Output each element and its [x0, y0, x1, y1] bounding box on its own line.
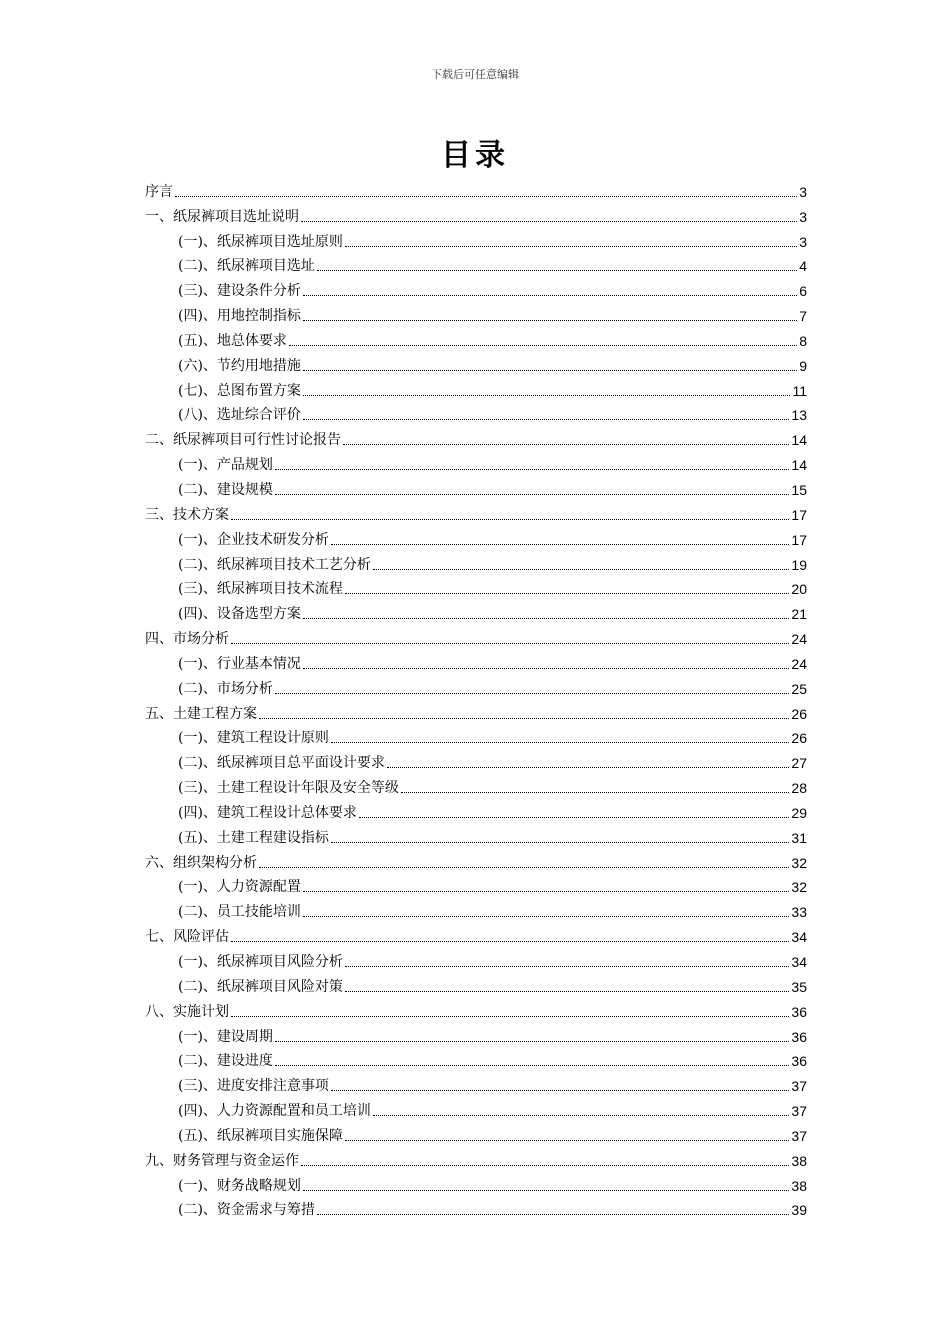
toc-entry-page-number: 34: [791, 929, 807, 946]
toc-entry[interactable]: [145, 698, 807, 723]
toc-entry-page-number: 4: [799, 258, 807, 275]
toc-entry-label: 八、实施计划: [145, 1003, 229, 1020]
toc-entry-page-number: 14: [791, 457, 807, 474]
toc-entry-label: (一)、财务战略规划: [178, 1177, 301, 1194]
dot-leader: [345, 593, 789, 594]
toc-entry-page-number: 32: [791, 879, 807, 896]
dot-leader: [345, 1140, 789, 1141]
toc-entry[interactable]: [145, 996, 807, 1021]
dot-leader: [303, 295, 797, 296]
toc-entry-page-number: 24: [791, 631, 807, 648]
toc-entry-label: 六、组织架构分析: [145, 854, 257, 871]
dot-leader: [289, 345, 797, 346]
toc-entry-label: (三)、进度安排注意事项: [178, 1078, 329, 1095]
toc-entry-label: 三、技术方案: [145, 506, 229, 523]
toc-entry[interactable]: [145, 375, 807, 400]
dot-leader: [275, 693, 789, 694]
toc-entry-label: 序言: [145, 183, 173, 200]
dot-leader: [175, 196, 797, 197]
toc-entry-page-number: 19: [791, 556, 807, 573]
toc-entry-page-number: 20: [791, 581, 807, 598]
toc-entry[interactable]: [145, 1070, 807, 1095]
toc-entry-label: (三)、土建工程设计年限及安全等级: [178, 780, 399, 797]
toc-entry[interactable]: [145, 772, 807, 797]
toc-entry-label: (八)、选址综合评价: [178, 407, 301, 424]
toc-entry[interactable]: [145, 1120, 807, 1145]
toc-entry-label: (七)、总图布置方案: [178, 382, 301, 399]
dot-leader: [301, 1165, 789, 1166]
dot-leader: [301, 221, 797, 222]
toc-entry[interactable]: [145, 1021, 807, 1046]
toc-entry[interactable]: [145, 201, 807, 226]
toc-entry[interactable]: [145, 524, 807, 549]
toc-entry-page-number: 3: [799, 208, 807, 225]
dot-leader: [259, 867, 789, 868]
toc-entry-page-number: 17: [791, 506, 807, 523]
toc-entry-label: (三)、纸尿裤项目技术流程: [178, 581, 343, 598]
toc-entry[interactable]: [145, 971, 807, 996]
toc-entry[interactable]: [145, 499, 807, 524]
toc-entry-label: (五)、土建工程建设指标: [178, 829, 329, 846]
dot-leader: [303, 320, 797, 321]
toc-entry-page-number: 37: [791, 1078, 807, 1095]
toc-entry[interactable]: [145, 847, 807, 872]
toc-entry-page-number: 26: [791, 705, 807, 722]
toc-entry-label: (一)、人力资源配置: [178, 879, 301, 896]
toc-entry-page-number: 36: [791, 1003, 807, 1020]
toc-entry-label: 七、风险评估: [145, 929, 229, 946]
toc-entry-label: (二)、资金需求与筹措: [178, 1202, 315, 1219]
dot-leader: [303, 370, 797, 371]
toc-entry-label: (二)、市场分析: [178, 680, 273, 697]
toc-entry[interactable]: [145, 424, 807, 449]
toc-entry[interactable]: [145, 300, 807, 325]
toc-entry-label: (四)、建筑工程设计总体要求: [178, 804, 357, 821]
dot-leader: [303, 891, 789, 892]
dot-leader: [359, 817, 789, 818]
toc-entry-page-number: 31: [791, 829, 807, 846]
dot-leader: [303, 618, 789, 619]
toc-entry-page-number: 29: [791, 804, 807, 821]
toc-entry[interactable]: [145, 251, 807, 276]
toc-entry-page-number: 25: [791, 680, 807, 697]
toc-entry-page-number: 39: [791, 1202, 807, 1219]
toc-entry[interactable]: [145, 1195, 807, 1220]
dot-leader: [275, 469, 789, 470]
toc-entry-label: (一)、产品规划: [178, 457, 273, 474]
toc-entry[interactable]: [145, 549, 807, 574]
dot-leader: [401, 792, 789, 793]
dot-leader: [373, 569, 789, 570]
toc-entry-page-number: 35: [791, 978, 807, 995]
toc-entry-page-number: 3: [799, 233, 807, 250]
dot-leader: [275, 1065, 789, 1066]
toc-entry-label: (五)、纸尿裤项目实施保障: [178, 1127, 343, 1144]
toc-entry-label: (二)、建设进度: [178, 1053, 273, 1070]
toc-entry-label: 四、市场分析: [145, 631, 229, 648]
dot-leader: [331, 842, 789, 843]
dot-leader: [317, 270, 797, 271]
toc-entry[interactable]: [145, 350, 807, 375]
toc-entry-page-number: 6: [799, 283, 807, 300]
toc-entry[interactable]: [145, 1095, 807, 1120]
toc-entry-label: (一)、行业基本情况: [178, 655, 301, 672]
toc-entry[interactable]: [145, 1170, 807, 1195]
dot-leader: [275, 1041, 789, 1042]
dot-leader: [303, 395, 791, 396]
toc-entry-label: (一)、纸尿裤项目选址原则: [178, 233, 343, 250]
dot-leader: [275, 494, 789, 495]
toc-entry-page-number: 15: [791, 481, 807, 498]
dot-leader: [373, 1115, 789, 1116]
toc-entry[interactable]: [145, 872, 807, 897]
toc-entry[interactable]: [145, 325, 807, 350]
header-note: 下载后可任意编辑: [431, 68, 519, 81]
toc-entry[interactable]: [145, 275, 807, 300]
toc-entry[interactable]: [145, 723, 807, 748]
toc-entry-label: (二)、纸尿裤项目总平面设计要求: [178, 755, 385, 772]
dot-leader: [331, 742, 789, 743]
toc-entry[interactable]: [145, 822, 807, 847]
dot-leader: [317, 1214, 789, 1215]
toc-entry-label: (二)、纸尿裤项目风险对策: [178, 978, 343, 995]
dot-leader: [231, 643, 789, 644]
toc-entry[interactable]: [145, 946, 807, 971]
toc-entry-label: (二)、纸尿裤项目选址: [178, 258, 315, 275]
toc-entry-page-number: 32: [791, 854, 807, 871]
toc-entry-page-number: 37: [791, 1127, 807, 1144]
toc-entry-label: 九、财务管理与资金运作: [145, 1152, 299, 1169]
toc-entry-page-number: 7: [799, 308, 807, 325]
toc-entry[interactable]: [145, 226, 807, 251]
toc-entry-page-number: 9: [799, 357, 807, 374]
toc-entry[interactable]: [145, 400, 807, 425]
toc-entry-label: (一)、建筑工程设计原则: [178, 730, 329, 747]
toc-entry[interactable]: [145, 1046, 807, 1071]
toc-entry[interactable]: [145, 574, 807, 599]
toc-entry[interactable]: [145, 598, 807, 623]
dot-leader: [343, 444, 789, 445]
dot-leader: [231, 1016, 789, 1017]
dot-leader: [345, 991, 789, 992]
toc-entry[interactable]: [145, 474, 807, 499]
toc-entry-label: (一)、纸尿裤项目风险分析: [178, 954, 343, 970]
toc-entry-page-number: 38: [791, 1152, 807, 1169]
toc-entry-page-number: 8: [799, 332, 807, 349]
toc-entry-page-number: 3: [799, 183, 807, 200]
toc-entry-page-number: 36: [791, 1053, 807, 1070]
dot-leader: [231, 941, 789, 942]
toc-entry-page-number: 11: [792, 382, 807, 399]
toc-entry-label: (四)、设备选型方案: [178, 606, 301, 623]
toc-entry-page-number: 21: [791, 606, 807, 623]
toc-entry-label: (四)、用地控制指标: [178, 308, 301, 325]
toc-entry[interactable]: [145, 921, 807, 946]
toc-entry-label: (四)、人力资源配置和员工培训: [178, 1103, 371, 1120]
toc-entry[interactable]: [145, 747, 807, 772]
dot-leader: [303, 916, 789, 917]
toc-entry[interactable]: [145, 1145, 807, 1170]
toc-entry-label: 二、纸尿裤项目可行性讨论报告: [145, 432, 341, 449]
dot-leader: [303, 1190, 789, 1191]
toc-entry[interactable]: [145, 797, 807, 822]
page-title: 目录: [441, 138, 509, 173]
toc-entry[interactable]: [145, 176, 807, 201]
toc-entry-page-number: 38: [791, 1177, 807, 1194]
toc-entry[interactable]: [145, 648, 807, 673]
dot-leader: [345, 966, 789, 967]
toc-entry-page-number: 24: [791, 655, 807, 672]
toc-entry-label: (三)、建设条件分析: [178, 283, 301, 300]
dot-leader: [345, 246, 797, 247]
dot-leader: [259, 718, 789, 719]
toc-entry-label: 一、纸尿裤项目选址说明: [145, 208, 299, 225]
toc-entry-page-number: 37: [791, 1103, 807, 1120]
toc-entry-page-number: 26: [791, 730, 807, 747]
toc-entry-label: (一)、企业技术研发分析: [178, 531, 329, 548]
dot-leader: [303, 419, 789, 420]
dot-leader: [303, 668, 789, 669]
toc-entry-label: (二)、建设规模: [178, 481, 273, 498]
toc-entry[interactable]: [145, 673, 807, 698]
dot-leader: [331, 1090, 789, 1091]
dot-leader: [331, 544, 789, 545]
toc-entry-label: (五)、地总体要求: [178, 332, 287, 349]
toc-entry-label: (六)、节约用地措施: [178, 357, 301, 374]
dot-leader: [387, 767, 789, 768]
toc-entry-label: (二)、员工技能培训: [178, 904, 301, 921]
toc-entry-label: (二)、纸尿裤项目技术工艺分析: [178, 556, 371, 573]
table-of-contents: [145, 176, 807, 1219]
toc-entry[interactable]: [145, 896, 807, 921]
toc-entry-page-number: 36: [791, 1028, 807, 1045]
toc-entry-label: (一)、建设周期: [178, 1028, 273, 1045]
toc-entry-page-number: 34: [791, 954, 807, 970]
toc-entry-page-number: 28: [791, 780, 807, 797]
toc-entry-page-number: 13: [791, 407, 807, 424]
toc-entry-page-number: 33: [791, 904, 807, 921]
toc-entry-page-number: 17: [791, 531, 807, 548]
toc-entry-label: 五、土建工程方案: [145, 705, 257, 722]
toc-entry-page-number: 27: [791, 755, 807, 772]
dot-leader: [231, 519, 789, 520]
toc-entry[interactable]: [145, 623, 807, 648]
toc-entry-page-number: 14: [791, 432, 807, 449]
toc-entry[interactable]: [145, 449, 807, 474]
